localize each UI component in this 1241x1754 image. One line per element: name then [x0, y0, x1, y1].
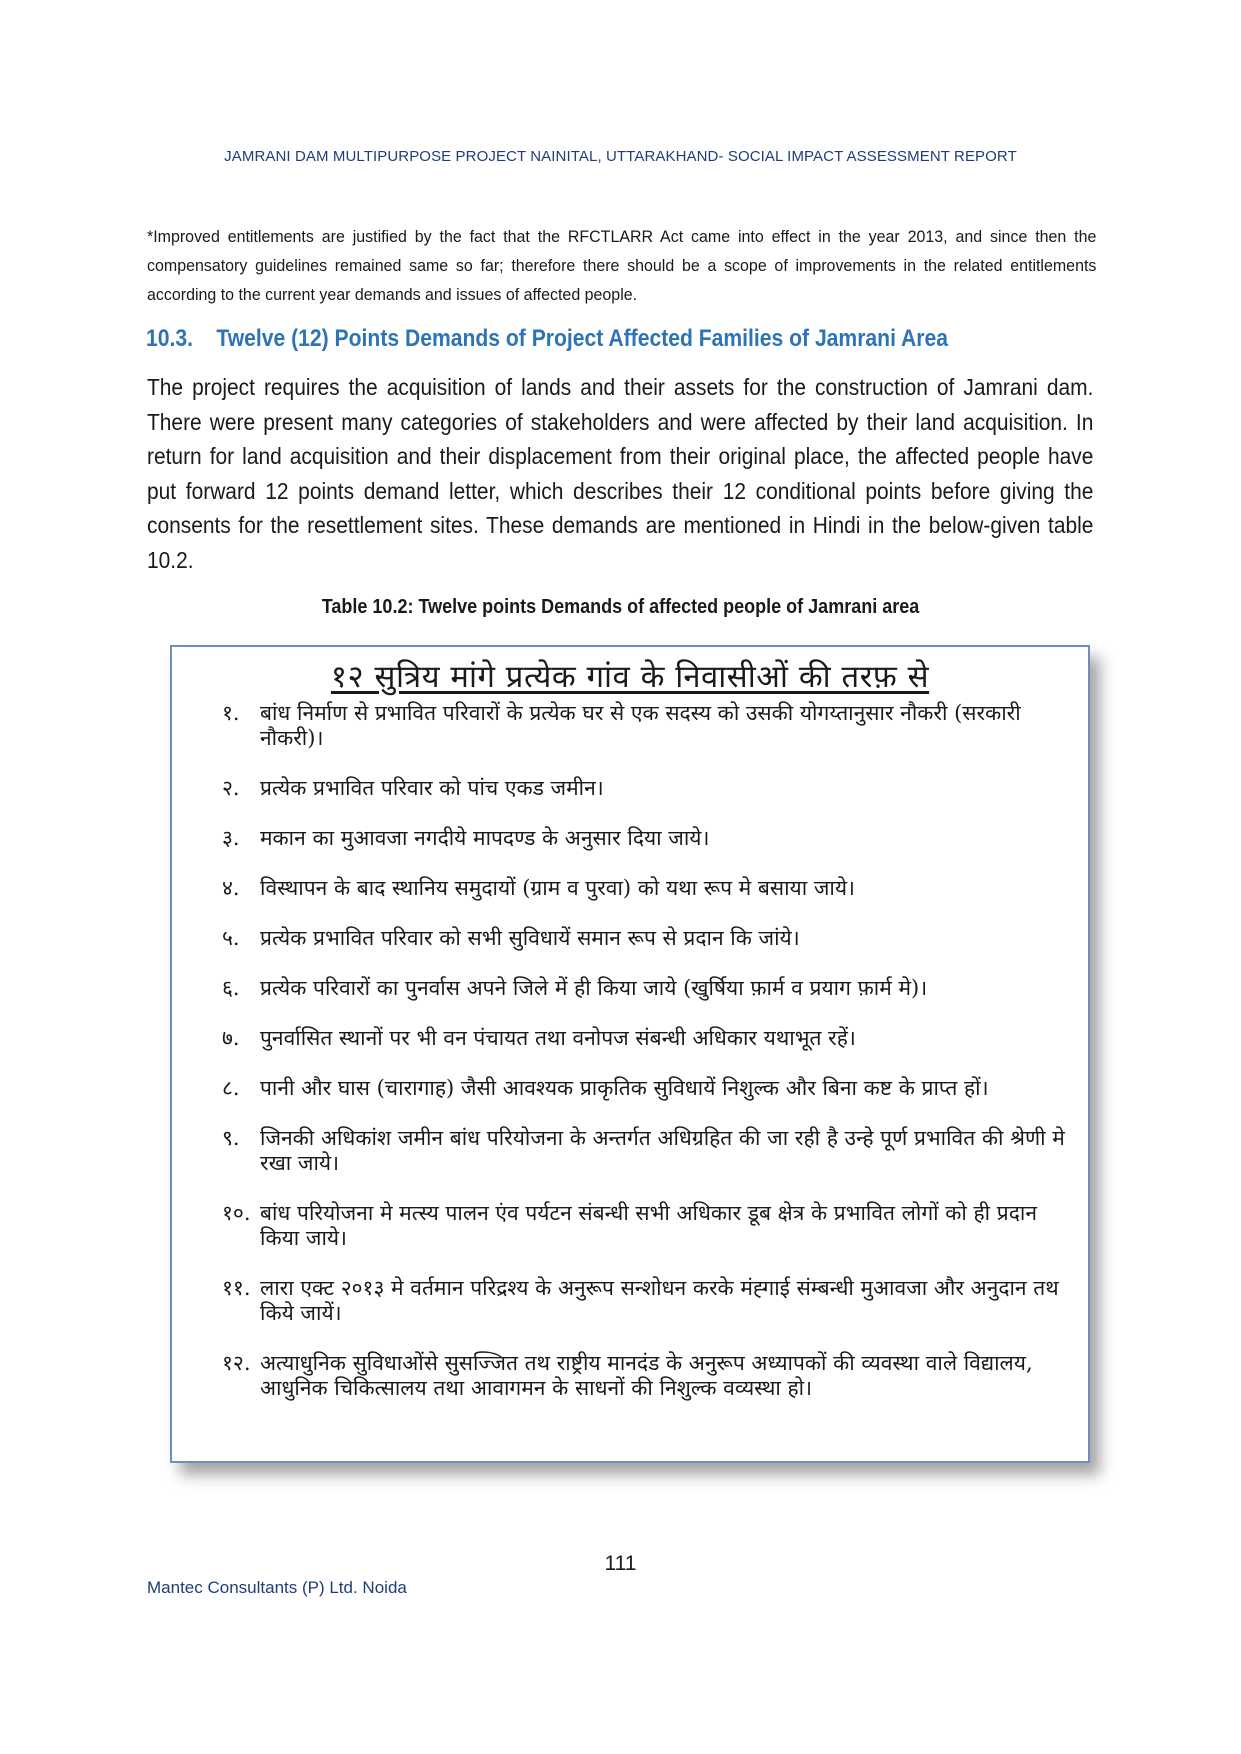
demand-text: प्रत्येक प्रभावित परिवार को सभी सुविधायें समान रूप से प्रदान कि जांये। [260, 926, 800, 950]
demand-item-5 [222, 926, 1082, 951]
demand-text: मकान का मुआवजा नगदीये मापदण्ड के अनुसार दिया जाये। [260, 826, 710, 850]
section-paragraph: The project requires the acquisition of lands and their assets for the construction of Jamrani dam. There were present many categories of stakeholders and were affected by their land acquisition. In return for land acquisition and their displacement from their original place, the affected people have put forward 12 points demand letter, which describes their 12 conditional points before giving the consents for the resettlement sites. These demands are mentioned in Hindi in the below-given table 10.2. [147, 374, 1094, 573]
demand-marker: ४. [222, 876, 240, 900]
demand-item-2 [222, 776, 1082, 801]
section-heading [146, 325, 948, 353]
demand-marker: १. [222, 701, 240, 725]
demand-item-9 [222, 1126, 1082, 1176]
demand-marker: १२. [222, 1351, 251, 1375]
demand-text: अत्याधुनिक सुविधाओंसे सुसज्जित तथ राष्ट्रीय मानदंड के अनुरूप अध्यापकों की व्यवस्था वाले विद्यालय, आधुनिक चिकित्सालय तथा आवागमन के साधनों की निशुल्क वव्यस्था हो। [260, 1351, 1033, 1400]
demand-marker: ५. [222, 926, 240, 950]
demand-item-11 [222, 1276, 1082, 1326]
demand-text: प्रत्येक परिवारों का पुनर्वास अपने जिले में ही किया जाये (खुर्षिया फ़ार्म व प्रयाग फ़ार्म मे)। [260, 976, 928, 1000]
demand-text: बांध निर्माण से प्रभावित परिवारों के प्रत्येक घर से एक सदस्य को उसकी योगय्तानुसार नौकरी (सरकारी नौकरी)। [260, 701, 1021, 750]
demand-marker: ९. [222, 1126, 240, 1150]
demand-marker: ६. [222, 976, 240, 1000]
running-header: JAMRANI DAM MULTIPURPOSE PROJECT NAINITAL, UTTARAKHAND- SOCIAL IMPACT ASSESSMENT REPORT [224, 148, 1017, 165]
demands-list [222, 701, 1082, 1426]
demand-item-3 [222, 826, 1082, 851]
demand-text: विस्थापन के बाद स्थानिय समुदायों (ग्राम व पुरवा) को यथा रूप मे बसाया जाये। [260, 876, 855, 900]
demand-item-10 [222, 1201, 1082, 1251]
demand-text: लारा एक्ट २०१३ मे वर्तमान परिद्रश्य के अनुरूप सन्शोधन करके मंह्गाई संम्बन्धी मुआवजा और अनुदान तथ किये जायें। [260, 1276, 1059, 1325]
footer-company: Mantec Consultants (P) Ltd. Noida [147, 1578, 407, 1597]
demand-text: पानी और घास (चारागाह) जैसी आवश्यक प्राकृतिक सुविधायें निशुल्क और बिना कष्ट के प्राप्त हों। [260, 1076, 989, 1100]
page-number: 111 [604, 1552, 637, 1575]
demand-item-6 [222, 976, 1082, 1001]
demand-text: जिनकी अधिकांश जमीन बांध परियोजना के अन्तर्गत अधिग्रहित की जा रही है उन्हे पूर्ण प्रभावित की श्रेणी मे रखा जाये। [260, 1126, 1065, 1175]
demand-item-4 [222, 876, 1082, 901]
demand-text: प्रत्येक प्रभावित परिवार को पांच एकड जमीन। [260, 776, 604, 800]
demand-text: पुनर्वासित स्थानों पर भी वन पंचायत तथा वनोपज संबन्धी अधिकार यथाभूत रहें। [260, 1026, 856, 1050]
demand-item-12 [222, 1351, 1082, 1401]
section-number: 10.3. [146, 325, 193, 352]
demand-item-8 [222, 1076, 1082, 1101]
demand-marker: १०. [222, 1201, 251, 1225]
demand-marker: ८. [222, 1076, 240, 1100]
section-title: Twelve (12) Points Demands of Project Affected Families of Jamrani Area [216, 325, 948, 352]
demand-marker: २. [222, 776, 240, 800]
demand-marker: ७. [222, 1026, 240, 1050]
demand-text: बांध परियोजना मे मत्स्य पालन एंव पर्यटन संबन्धी सभी अधिकार डूब क्षेत्र के प्रभावित लोगों को ही प्रदान किया जाये। [260, 1201, 1037, 1250]
entitlement-note: *Improved entitlements are justified by the fact that the RFCTLARR Act came into effect in the year 2013, and since then the compensatory guidelines remained same so far; therefore there should be a scope of improvements in the related entitlements according to the current year demands and issues of affected people. [147, 227, 1097, 304]
demands-table-box [170, 645, 1090, 1463]
demand-marker: ११. [222, 1276, 251, 1300]
demands-table-title: १२ सुत्रिय मांगे प्रत्येक गांव के निवासीओं की तरफ़ से [330, 659, 930, 695]
table-caption: Table 10.2: Twelve points Demands of affected people of Jamrani area [321, 596, 920, 618]
demand-marker: ३. [222, 826, 240, 850]
demand-item-7 [222, 1026, 1082, 1051]
demand-item-1 [222, 701, 1082, 751]
